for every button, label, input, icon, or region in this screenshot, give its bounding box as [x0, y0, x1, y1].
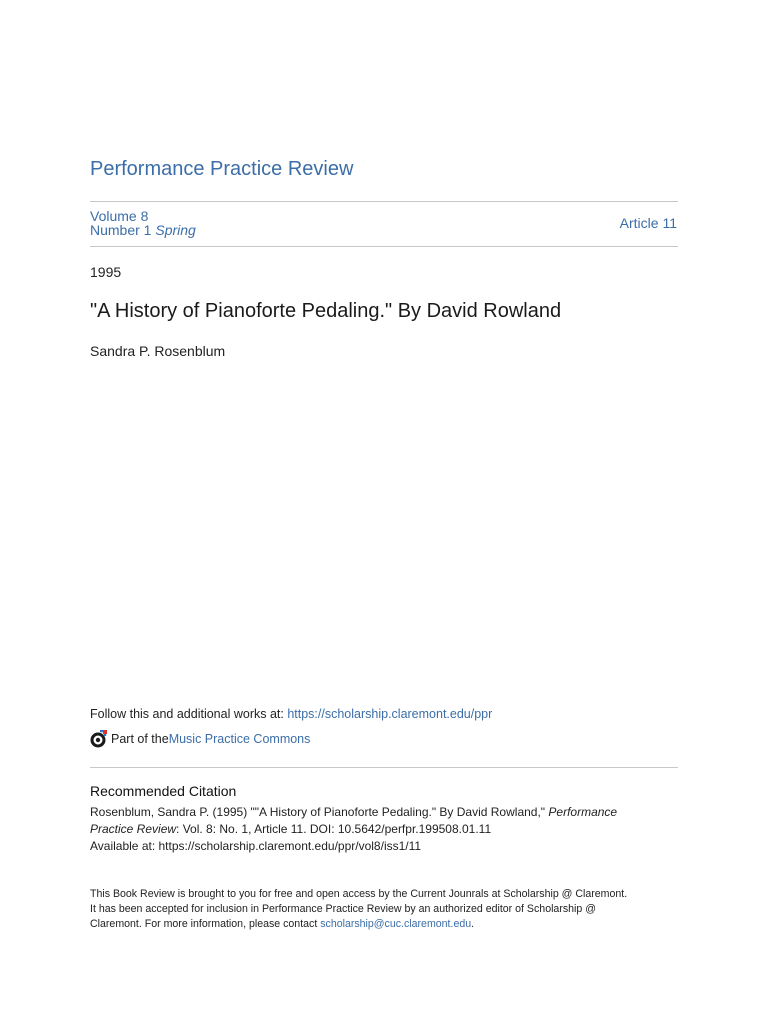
volume-link[interactable]: Volume 8	[90, 208, 149, 224]
part-of-label: Part of the	[111, 732, 169, 746]
follow-label: Follow this and additional works at:	[90, 707, 288, 721]
publication-year: 1995	[90, 264, 122, 280]
divider-top	[90, 201, 678, 202]
access-note-period: .	[471, 918, 475, 930]
article-title: "A History of Pianoforte Pedaling." By David Rowland	[90, 300, 562, 322]
author-name: Sandra P. Rosenblum	[90, 343, 226, 359]
access-note-line3: Claremont. For more information, please contact	[90, 918, 321, 930]
follow-url-link[interactable]: https://scholarship.claremont.edu/ppr	[287, 707, 493, 721]
divider-bottom	[90, 767, 678, 768]
follow-line	[90, 707, 492, 721]
citation-line2: : Vol. 8: No. 1, Article 11. DOI: 10.5642/perfpr.199508.01.11	[176, 822, 492, 836]
access-note-line1: This Book Review is brought to you for free and open access by the Current Jounrals at Scholarship @ Claremont.	[90, 888, 628, 900]
volume-info	[90, 209, 196, 237]
recommended-citation-heading: Recommended Citation	[90, 783, 237, 799]
article-number-link[interactable]: Article 11	[619, 215, 677, 231]
divider-middle	[90, 246, 678, 247]
citation-available-at: Available at: https://scholarship.claremont.edu/ppr/vol8/iss1/11	[90, 839, 422, 853]
access-note-line2: It has been accepted for inclusion in Performance Practice Review by an authorized editor of Scholarship @	[90, 903, 596, 915]
number-label: Number 1	[90, 222, 152, 238]
music-practice-commons-link[interactable]: Music Practice Commons	[168, 732, 311, 746]
issue-link[interactable]	[90, 222, 196, 238]
journal-title-link[interactable]: Performance Practice Review	[90, 158, 354, 180]
access-note	[90, 887, 680, 932]
citation-journal-part2: Practice Review	[90, 822, 177, 836]
part-of-line	[90, 730, 310, 748]
citation-line1: Rosenblum, Sandra P. (1995) ""A History of Pianoforte Pedaling." By David Rowland,"	[90, 805, 549, 819]
citation-text	[90, 804, 680, 855]
citation-journal-part1: Performance	[548, 805, 618, 819]
season-label: Spring	[155, 222, 196, 238]
network-commons-icon	[90, 730, 108, 748]
contact-email-link[interactable]: scholarship@cuc.claremont.edu	[320, 918, 472, 930]
